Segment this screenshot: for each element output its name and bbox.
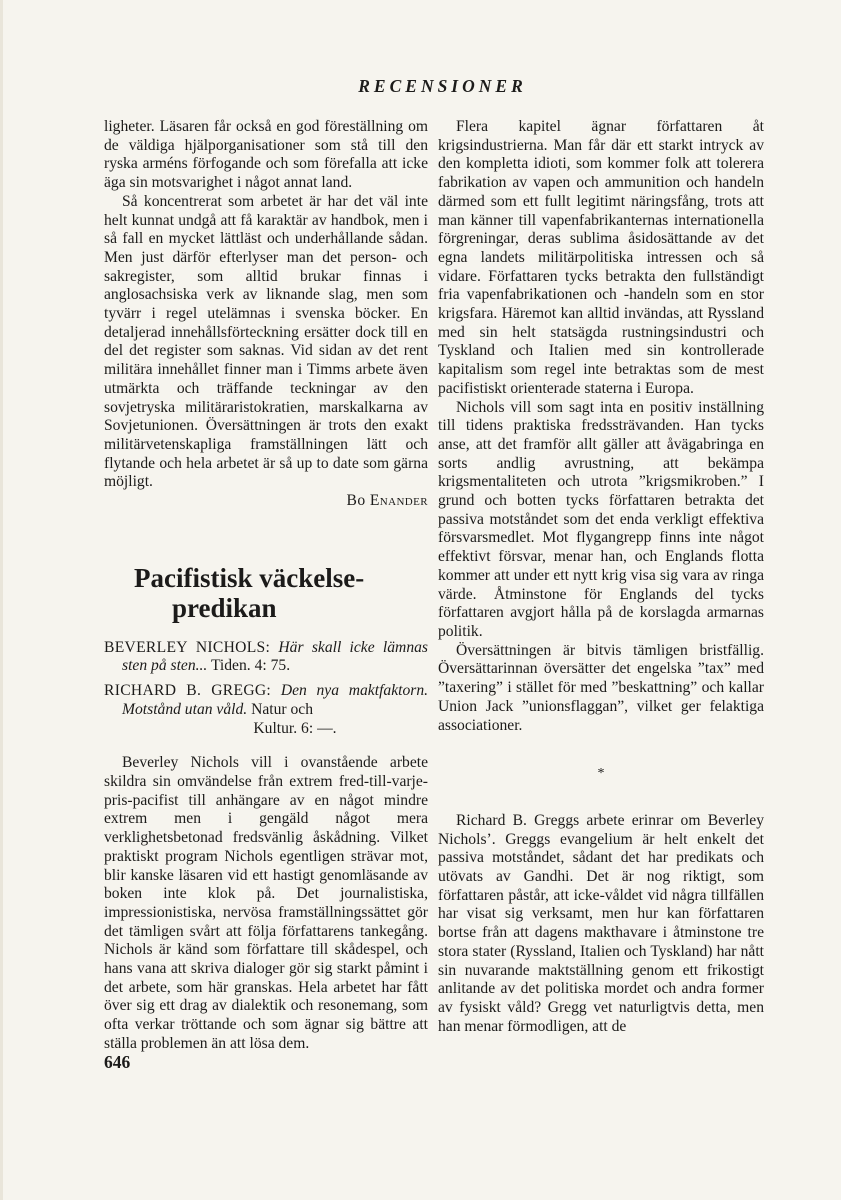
paragraph: Flera kapitel ägnar författaren åt krigsindustrierna. Man får där ett starkt intryck av den kompletta idioti, som kommer folk att tolerera fabrikation av vapen och ammunition och handeln därmed som ett fullt legitimt näringsfång, trots att man känner till vapenfabrikanternas internationella förgreningar, deras sublima åsidosättande av det egna landets militärpolitiska intressen och så vidare. Författaren tycks betrakta den fullständigt fria vapenfabrikationen och -handeln som en stor krigsfara. Häremot kan alltid invändas, att Ryssland med sin helt statsägda rustningsindustri och Tyskland och Italien med sin kontrollerade kapitalism som regel inte betraktas som de mest pacifistiskt orienterade staterna i Europa. — [438, 118, 764, 397]
paragraph: Så koncentrerat som arbetet är har det väl inte helt kunnat undgå att få karaktär av handbok, men i så fall en mycket lättläst och underhållande sådan. Men just därför efterlyser man det person- och sakregister, som alltid brukar finnas i anglosachsiska verk av liknande slag, men som tyvärr i regel utelämnas i svenska böcker. En detaljerad innehållsförteckning ersätter dock till en del det register som saknas. Vid sidan av det rent militära innehållet finner man i Timms arbete även utmärkta och träffande teckningar av den sovjetryska militäraristokratien, marskalkarna av Sovjetunionen. Översättningen är trots den exakt militärvetenskapliga framställningen lätt och flytande och hela arbetet är så up to date som gärna möjligt. — [104, 192, 428, 491]
left-column — [104, 118, 428, 1054]
paragraph: ligheter. Läsaren får också en god föreställning om de väldiga hjälporganisationer som stå till den ryska arméns förfogande och som förefalla att icke äga sin motsvarighet i något annat land. — [104, 118, 428, 192]
bibliography-entry: BEVERLEY NICHOLS: Här skall icke lämnas sten på sten... Tiden. 4: 75. — [104, 638, 428, 675]
section-divider: * — [597, 766, 605, 782]
review-signature — [104, 492, 428, 511]
right-column — [438, 118, 764, 1036]
running-head: RECENSIONER — [358, 76, 527, 96]
page-number: 646 — [104, 1052, 131, 1072]
paragraph: Nichols vill som sagt inta en positiv inställning till tidens praktiska fredssträvanden. Han tycks anse, att det framför allt gäller att åvägabringa en sorts andlig avrustning, att bekämpa krigsmentaliteten och utrota ”krigsmikroben.” I grund och botten tycks författaren betrakta det passiva motståndet som det enda verkligt effektiva försvarsmedlet. Mot flygangrepp finns inte något effektivt försvar, menar han, och Englands flotta kommer att under ett nytt krig visa sig vara av ringa värde. Åtminstone för Englands del tycks författaren avgjort hålla på de korslagda armarnas politik. — [438, 398, 764, 640]
section-title-line: Pacifistisk väckelse- — [134, 562, 365, 593]
reviewer-name: Bo Enander — [346, 492, 428, 510]
section-title — [134, 563, 428, 623]
section-title-line: predikan — [172, 592, 277, 623]
paragraph: Beverley Nichols vill i ovanstående arbete skildra sin omvändelse från extrem fred-till-varje-pris-pacifist till anhängare av en något mindre extrem men i gengäld något mera verklighetsbetonad fredsvänlig åskådning. Vilket praktiskt program Nichols egentligen strävar mot, blir kanske läsaren vid ett hastigt genomläsande av boken inte klok på. Det journalistiska, impressionistiska, nervösa framställningssättet gör det tämligen svårt att följa författarens tankegång. Nichols är känd som författare till skådespel, och hans vana att skriva dialoger gör sig starkt påmint i det arbete, som här granskas. Hela arbetet har fått över sig ett drag av dialektik och resonemang, som ofta verkar tröttande och som ägnar sig bättre att ställa problemen än att lösa dem. — [104, 754, 428, 1052]
paragraph: Richard B. Greggs arbete erinrar om Beverley Nichols’. Greggs evangelium är helt enkelt det passiva motståndet, sådant det har predikats och utövats av Gandhi. Det är nog riktigt, som författaren påstår, att icke-våldet vid några tillfällen har visat sig verksamt, men hur kan författaren bortse från att dagens makthavare i åtminstone tre stora stater (Ryssland, Italien och Tyskland) har nått sin nuvarande maktställning genom ett frikostigt anlitande av det politiska mordet och andra former av fysiskt våld? Gregg vet naturligtvis detta, men han menar förmodligen, att de — [438, 811, 764, 1035]
bibliography-entry: RICHARD B. GREGG: Den nya maktfaktorn. Motstånd utan våld. Natur och Kultur. 6: —. — [104, 682, 429, 737]
paragraph: Översättningen är bitvis tämligen bristfällig. Översättarinnan översätter det engelska ”tax” med ”taxering” i stället för med ”beskattning” och kallar Union Jack ”unionsflaggan”, vilket ger felaktiga associationer. — [438, 641, 764, 734]
